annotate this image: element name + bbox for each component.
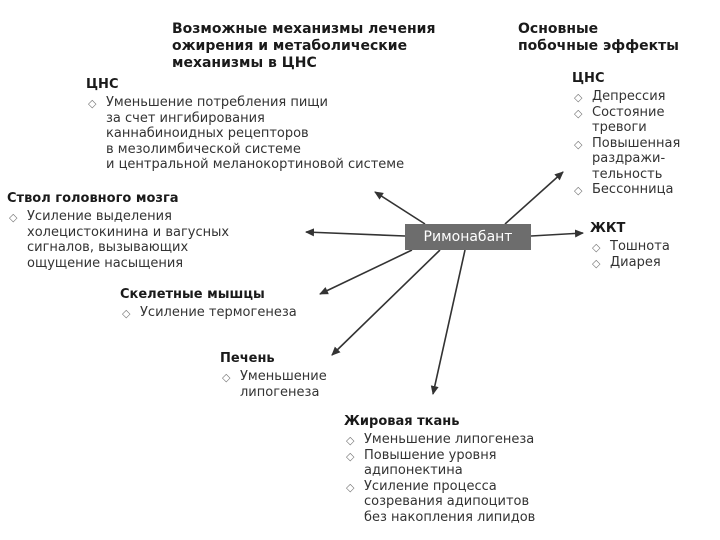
list-item-text: Уменьшение липогенеза [364, 432, 535, 447]
mechanism-adipose-list [344, 432, 614, 525]
list-item [344, 479, 614, 526]
diamond-bullet-icon: ◇ [592, 256, 601, 270]
diamond-bullet-icon: ◇ [574, 106, 583, 120]
diamond-bullet-icon: ◇ [9, 211, 18, 224]
diamond-bullet-icon: ◇ [346, 449, 355, 463]
mechanisms-title: Возможные механизмы лечения ожирения и метаболические механизмы в ЦНС [172, 21, 436, 71]
side-effects-title: Основные побочные эффекты [518, 21, 679, 54]
list-item-text: Депрессия [592, 89, 666, 104]
mechanism-brainstem [7, 191, 307, 271]
list-item [7, 209, 307, 271]
list-item [344, 448, 614, 479]
list-item [590, 255, 718, 271]
diamond-bullet-icon: ◇ [346, 480, 355, 494]
list-item-text: Тошнота [610, 239, 670, 254]
list-item [120, 305, 380, 321]
list-item-text: Уменьшение потребления пищи за счет ингибирования каннабиноидных рецепторов в мезолимбической системе и центральной меланокортиновой системе [106, 95, 405, 172]
diamond-bullet-icon: ◇ [346, 434, 355, 447]
drug-rimonabant-box [405, 224, 531, 250]
side-effects-cns-heading: ЦНС [572, 71, 605, 86]
mechanism-muscles-list [120, 305, 380, 321]
mechanism-liver [220, 351, 400, 400]
mechanism-cns [86, 77, 516, 173]
list-item [572, 89, 718, 105]
drug-rimonabant-label: Римонабант [423, 229, 513, 245]
list-item-text: Повышение уровня адипонектина [364, 447, 497, 478]
diamond-bullet-icon: ◇ [574, 137, 583, 151]
diamond-bullet-icon: ◇ [88, 97, 97, 110]
arrow-to-adipose [433, 250, 465, 394]
mechanism-liver-heading: Печень [220, 351, 275, 366]
diamond-bullet-icon: ◇ [574, 91, 583, 104]
list-item-text: Повышенная раздражи- тельность [592, 135, 681, 182]
list-item-text: Усиление термогенеза [140, 305, 297, 320]
mechanism-cns-list [86, 95, 516, 173]
list-item-text: Уменьшение липогенеза [240, 369, 327, 400]
list-item [572, 182, 718, 198]
arrow-to-side-cns [505, 172, 563, 224]
list-item-text: Усиление процесса созревания адипоцитов без накопления липидов [364, 478, 536, 525]
list-item [220, 369, 400, 400]
mechanism-brainstem-list [7, 209, 307, 271]
mechanism-adipose [344, 414, 614, 525]
side-effects-gi [590, 221, 718, 270]
side-effects-cns-list [572, 89, 718, 198]
list-item [572, 105, 718, 136]
list-item [590, 239, 718, 255]
diamond-bullet-icon: ◇ [222, 371, 231, 384]
mechanism-liver-list [220, 369, 400, 400]
list-item [86, 95, 516, 173]
mechanism-brainstem-heading: Ствол головного мозга [7, 191, 179, 206]
list-item-text: Состояние тревоги [592, 104, 665, 135]
side-effects-cns [572, 71, 718, 198]
mechanism-adipose-heading: Жировая ткань [344, 414, 460, 429]
diamond-bullet-icon: ◇ [122, 307, 131, 320]
arrow-to-brainstem [306, 232, 405, 236]
arrow-to-side-gi [531, 233, 583, 236]
side-effects-gi-list [590, 239, 718, 270]
mechanism-muscles [120, 287, 380, 321]
list-item [572, 136, 718, 183]
diamond-bullet-icon: ◇ [592, 241, 601, 254]
list-item [344, 432, 614, 448]
mechanism-cns-heading: ЦНС [86, 77, 119, 92]
list-item-text: Бессонница [592, 182, 674, 197]
list-item-text: Диарея [610, 254, 661, 270]
side-effects-gi-heading: ЖКТ [590, 221, 626, 236]
mechanism-muscles-heading: Скелетные мышцы [120, 287, 265, 302]
list-item-text: Усиление выделения холецистокинина и вагусных сигналов, вызывающих ощущение насыщения [27, 209, 230, 271]
diamond-bullet-icon: ◇ [574, 184, 583, 197]
arrow-to-cns [375, 192, 425, 224]
